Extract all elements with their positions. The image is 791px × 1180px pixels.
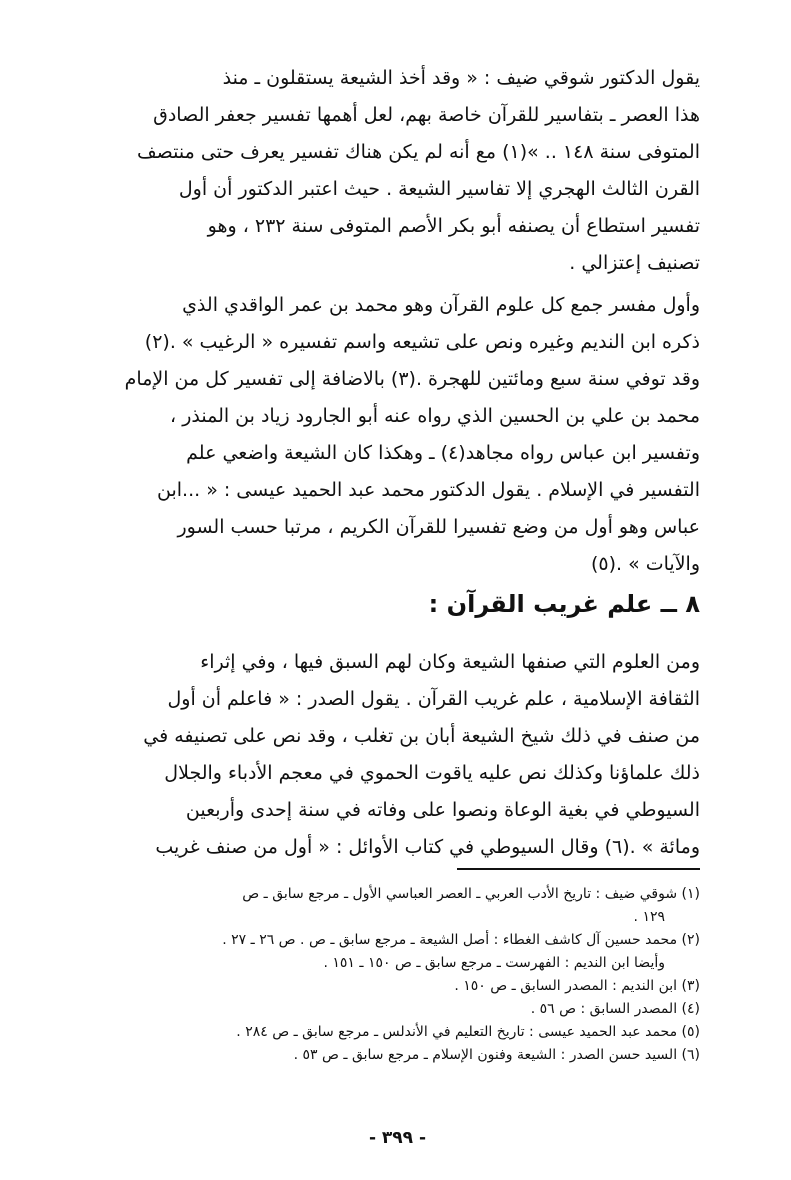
paragraph-line: تفسير استطاع أن يصنفه أبو بكر الأصم المتوفى سنة ٢٣٢ ، وهو	[207, 215, 700, 237]
paragraph-2	[95, 287, 700, 583]
footnote-continuation: ١٢٩ .	[633, 909, 665, 925]
paragraph-line: محمد بن علي بن الحسين الذي رواه عنه أبو الجارود زياد بن المنذر ،	[170, 405, 700, 427]
paragraph-line: يقول الدكتور شوقي ضيف : « وقد أخذ الشيعة يستقلون ـ منذ	[222, 67, 700, 89]
paragraph-line: الثقافة الإسلامية ، علم غريب القرآن . يقول الصدر : « فاعلم أن أول	[167, 688, 700, 710]
footnote-text: (٥) محمد عبد الحميد عيسى : تاريخ التعليم في الأندلس ـ مرجع سابق ـ ص ٢٨٤ .	[236, 1024, 700, 1040]
paragraph-line: المتوفى سنة ١٤٨ .. »(١) مع أنه لم يكن هناك تفسير يعرف حتى منتصف	[137, 141, 700, 163]
paragraph-line: من صنف في ذلك شيخ الشيعة أبان بن تغلب ، وقد نص على تصنيفه في	[143, 725, 700, 747]
paragraph-line: وقد توفي سنة سبع ومائتين للهجرة .(٣) بالاضافة إلى تفسير كل من الإمام	[124, 368, 700, 390]
footnote-item	[95, 975, 700, 998]
paragraph-line: ومن العلوم التي صنفها الشيعة وكان لهم السبق فيها ، وفي إثراء	[200, 651, 700, 673]
paragraph-line: القرن الثالث الهجري إلا تفاسير الشيعة . حيث اعتبر الدكتور أن أول	[178, 178, 700, 200]
paragraph-line: وتفسير ابن عباس رواه مجاهد(٤) ـ وهكذا كان الشيعة واضعي علم	[186, 442, 700, 464]
paragraph-line: السيوطي في بغية الوعاة ونصوا على وفاته في سنة إحدى وأربعين	[185, 799, 700, 821]
footnote-item	[95, 998, 700, 1021]
paragraph-1	[95, 60, 700, 282]
paragraph-3	[95, 644, 700, 866]
paragraph-line: ذكره ابن النديم وغيره ونص على تشيعه واسم تفسيره « الرغيب » .(٢)	[144, 331, 700, 353]
footnote-continuation: وأيضا ابن النديم : الفهرست ـ مرجع سابق ـ ص ١٥٠ ـ ١٥١ .	[323, 955, 665, 971]
paragraph-line: تصنيف إعتزالي .	[569, 252, 700, 274]
footnote-item	[95, 1021, 700, 1044]
paragraph-line: ذلك علماؤنا وكذلك نص عليه ياقوت الحموي في معجم الأدباء والجلال	[164, 762, 700, 784]
footnote-text: (٣) ابن النديم : المصدر السابق ـ ص ١٥٠ .	[454, 978, 700, 994]
section-heading: ٨ ــ علم غريب القرآن :	[428, 590, 700, 618]
footnote-text: (١) شوقي ضيف : تاريخ الأدب العربي ـ العصر العباسي الأول ـ مرجع سابق ـ ص	[242, 886, 700, 902]
footnote-item	[95, 883, 700, 929]
footnote-item	[95, 1044, 700, 1067]
footnote-item	[95, 929, 700, 975]
footnotes-list	[95, 883, 700, 1067]
footnote-divider	[457, 868, 700, 870]
document-page	[95, 60, 700, 1160]
footnote-text: (٤) المصدر السابق : ص ٥٦ .	[530, 1001, 700, 1017]
footnote-text: (٦) السيد حسن الصدر : الشيعة وفنون الإسلام ـ مرجع سابق ـ ص ٥٣ .	[293, 1047, 700, 1063]
paragraph-line: هذا العصر ـ بتفاسير للقرآن خاصة بهم، لعل أهمها تفسير جعفر الصادق	[153, 104, 700, 126]
paragraph-line: وأول مفسر جمع كل علوم القرآن وهو محمد بن عمر الواقدي الذي	[182, 294, 700, 316]
footnote-text: (٢) محمد حسين آل كاشف الغطاء : أصل الشيعة ـ مرجع سابق ـ ص . ص ٢٦ ـ ٢٧ .	[222, 932, 700, 948]
paragraph-line: والآيات » .(٥)	[590, 553, 700, 575]
paragraph-line: عباس وهو أول من وضع تفسيرا للقرآن الكريم ، مرتبا حسب السور	[177, 516, 700, 538]
paragraph-line: التفسير في الإسلام . يقول الدكتور محمد عبد الحميد عيسى : « ...ابن	[157, 479, 700, 501]
page-number: - ٣٩٩ -	[368, 1128, 427, 1148]
paragraph-line: ومائة » .(٦) وقال السيوطي في كتاب الأوائل : « أول من صنف غريب	[155, 836, 700, 858]
